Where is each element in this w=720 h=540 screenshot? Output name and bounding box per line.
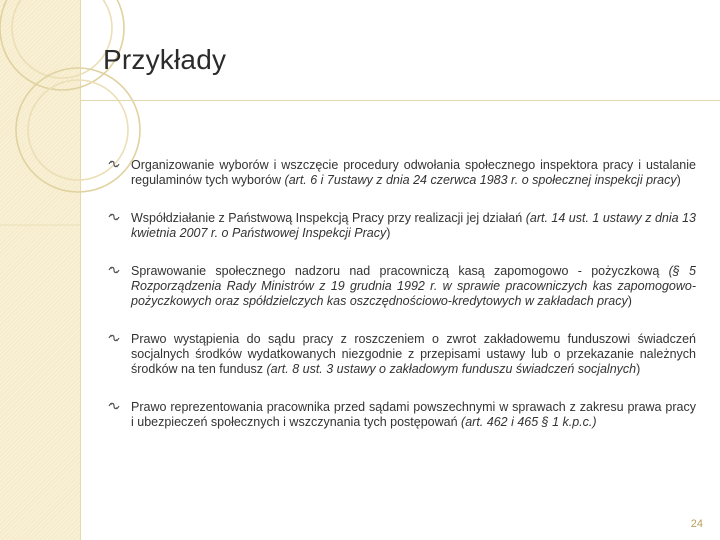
page-number: 24 <box>690 518 703 530</box>
list-item <box>108 211 696 241</box>
list-item-closing: ) <box>636 362 641 376</box>
list-item-closing: ) <box>627 294 632 308</box>
decor-circle <box>12 0 112 78</box>
list-item-legal-reference: (§ 5 Rozporządzenia Rady Ministrów z 19 grudnia 1992 r. w sprawie pracowniczych kas zapomogowo-pożyczkowych oraz spółdzielczych kas oszczędnościowo-kredytowych w zakładach pracy <box>131 264 696 308</box>
title-divider <box>80 100 720 101</box>
list-item-closing: ) <box>676 173 681 187</box>
leaf-bullet-icon <box>108 402 120 410</box>
list-item <box>108 400 696 430</box>
list-item-legal-reference: (art. 462 i 465 § 1 k.p.c.) <box>461 415 597 429</box>
leaf-bullet-icon <box>108 334 120 342</box>
list-item-main-text: Prawo reprezentowania pracownika przed sądami powszechnymi w sprawach z zakresu prawa pracy i ubezpieczeń społecznych i wszczynania tych postępowań <box>131 400 696 429</box>
leaf-bullet-icon <box>108 160 120 168</box>
list-item-text <box>131 400 696 430</box>
list-item <box>108 158 696 188</box>
list-item-legal-reference: (art. 8 ust. 3 ustawy o zakładowym funduszu świadczeń socjalnych <box>266 362 637 376</box>
list-item-text <box>131 264 696 309</box>
leaf-bullet-icon <box>108 266 120 274</box>
list-item-legal-reference: (art. 6 i 7ustawy z dnia 24 czerwca 1983 r. o społecznej inspekcji pracy <box>284 173 677 187</box>
list-item <box>108 332 696 377</box>
list-item-text <box>131 158 696 188</box>
list-item-legal-reference: (art. 14 ust. 1 ustawy z dnia 13 kwietnia 2007 r. o Państwowej Inspekcji Pracy <box>131 211 696 240</box>
list-item-main-text: Prawo wystąpienia do sądu pracy z roszczeniem o zwrot zakładowemu funduszowi świadczeń socjalnych środków wydatkowanych niezgodnie z przepisami ustawy lub o przekazanie należnych środków na ten fundusz <box>131 332 696 376</box>
bullet-list <box>108 158 696 453</box>
list-item-text <box>131 211 696 241</box>
list-item-main-text: Współdziałanie z Państwową Inspekcją Pracy przy realizacji jej działań <box>131 211 526 225</box>
list-item-text <box>131 332 696 377</box>
list-item-main-text: Sprawowanie społecznego nadzoru nad pracowniczą kasą zapomogowo - pożyczkową <box>131 264 669 278</box>
list-item-main-text: Organizowanie wyborów i wszczęcie procedury odwołania społecznego inspektora pracy i ustalanie regulaminów tych wyborów <box>131 158 696 187</box>
slide-title: Przykłady <box>103 44 227 75</box>
leaf-bullet-icon <box>108 213 120 221</box>
list-item-closing: ) <box>386 226 391 240</box>
list-item <box>108 264 696 309</box>
